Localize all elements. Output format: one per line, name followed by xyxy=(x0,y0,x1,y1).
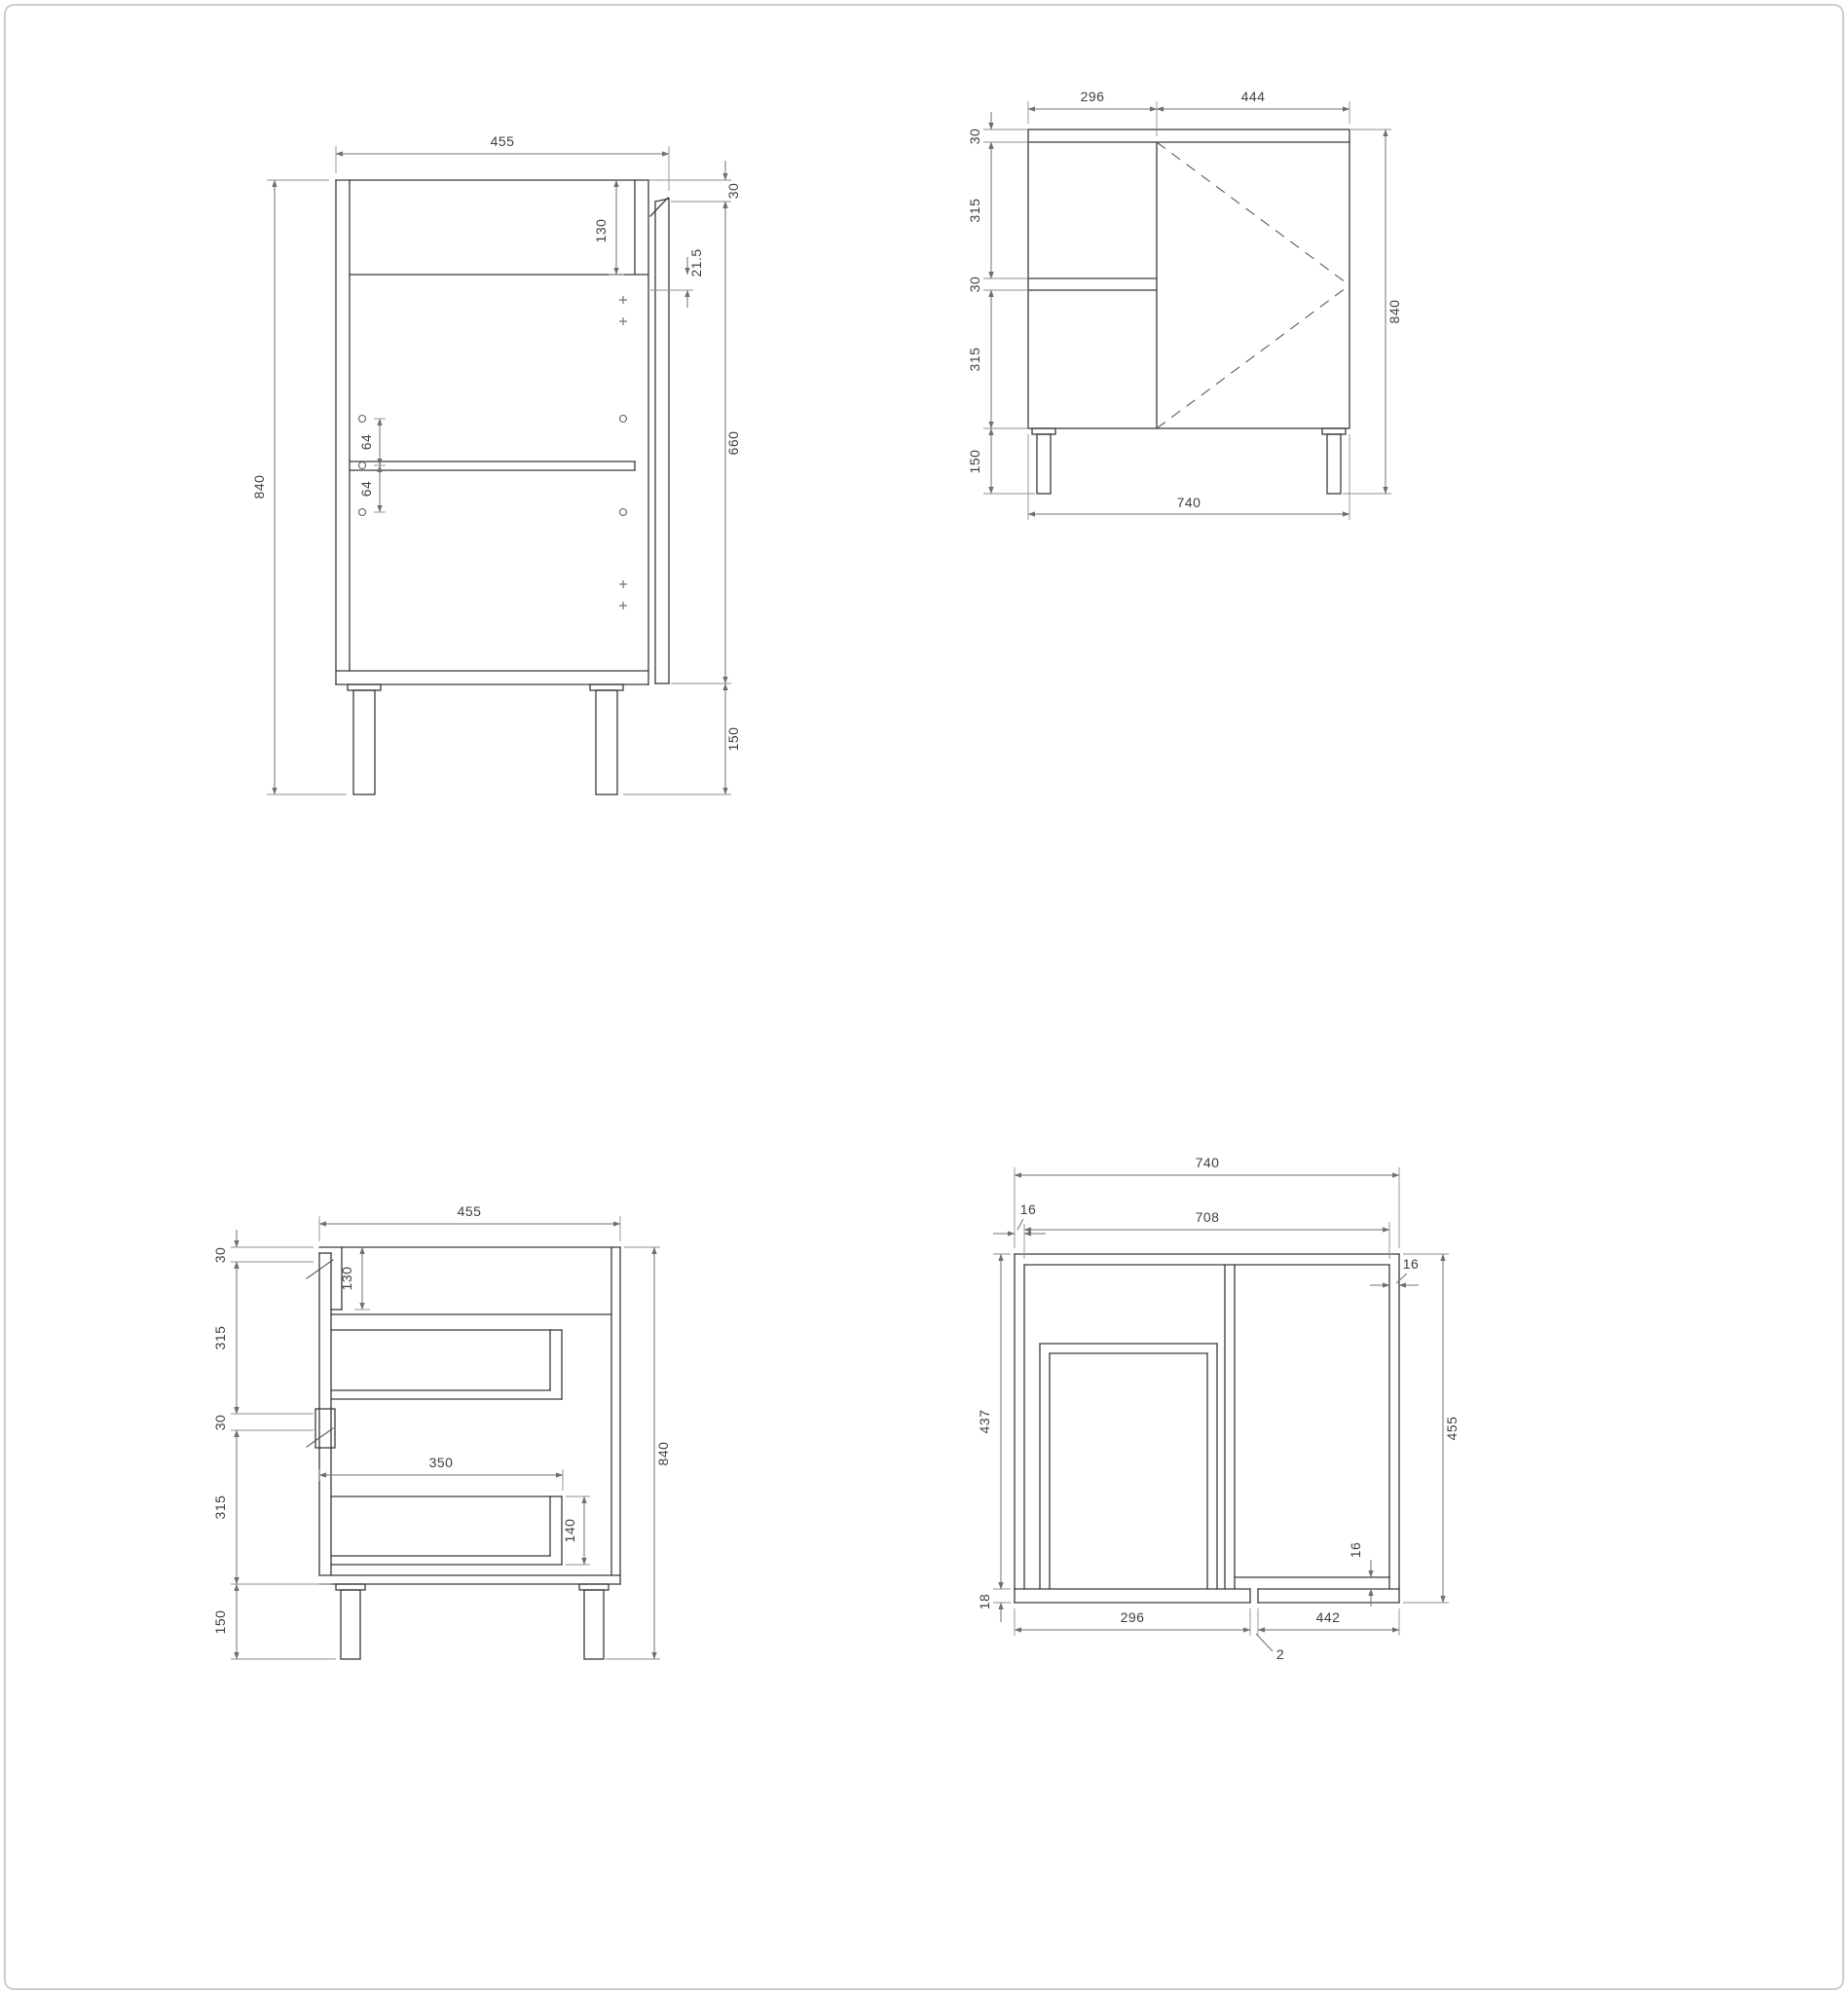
dim-label: 150 xyxy=(967,449,982,474)
dim-label: 296 xyxy=(1120,1609,1145,1625)
dim-label: 455 xyxy=(457,1203,482,1219)
dim-label: 437 xyxy=(977,1409,992,1434)
upper-drawer-box xyxy=(331,1330,562,1399)
shelf-pin-holes xyxy=(359,416,627,516)
dim-label: 840 xyxy=(251,474,267,499)
dim-label: 130 xyxy=(339,1266,354,1291)
dimensions-front-elevation xyxy=(967,89,1402,520)
dimensions-side-section-drawers xyxy=(212,1203,671,1659)
carcass-outline xyxy=(336,180,648,684)
front-elevation-view xyxy=(967,89,1402,520)
shelf xyxy=(350,462,635,470)
lower-drawer-box xyxy=(331,1496,562,1565)
dim-label: 30 xyxy=(212,1246,228,1264)
dim-label: 16 xyxy=(1019,1201,1037,1217)
dim-label: 18 xyxy=(977,1593,992,1610)
dim-label: 150 xyxy=(725,726,741,752)
side-section-drawers-view xyxy=(212,1203,671,1659)
dim-label: 315 xyxy=(967,347,982,372)
dim-label: 30 xyxy=(967,128,982,145)
dim-label: 140 xyxy=(562,1518,577,1543)
dim-label: 30 xyxy=(967,276,982,293)
dim-label: 455 xyxy=(490,133,515,149)
dim-label: 660 xyxy=(725,430,741,456)
dimensions-side-section xyxy=(251,133,741,794)
dim-label: 21.5 xyxy=(688,248,704,277)
dim-label: 740 xyxy=(1195,1155,1220,1170)
carcass-outline xyxy=(1028,129,1349,428)
drawer-fronts xyxy=(307,1253,335,1575)
dim-label: 150 xyxy=(212,1609,228,1635)
dim-label: 30 xyxy=(725,182,741,200)
dim-label: 30 xyxy=(212,1414,228,1431)
dim-label: 64 xyxy=(358,480,374,498)
side-section-view xyxy=(251,133,741,794)
hinge-hole-markers xyxy=(619,296,627,609)
dim-label: 64 xyxy=(358,433,374,451)
dim-label: 130 xyxy=(593,218,609,243)
drawer-box-plan xyxy=(1040,1344,1217,1589)
legs xyxy=(336,1584,609,1659)
dim-label: 315 xyxy=(212,1325,228,1350)
dim-label: 315 xyxy=(212,1495,228,1520)
dim-label: 740 xyxy=(1176,495,1201,510)
dim-label: 455 xyxy=(1444,1416,1460,1441)
front-strip xyxy=(1015,1589,1399,1603)
dim-label: 444 xyxy=(1240,89,1266,104)
dim-label: 16 xyxy=(1402,1256,1420,1272)
legs xyxy=(348,684,623,794)
dim-label: 16 xyxy=(1348,1541,1363,1559)
dim-label: 2 xyxy=(1275,1646,1285,1662)
door-swing-lines xyxy=(1157,142,1349,428)
dim-label: 840 xyxy=(655,1441,671,1466)
dim-label: 350 xyxy=(428,1455,454,1470)
dim-label: 442 xyxy=(1315,1609,1341,1625)
dim-label: 315 xyxy=(967,198,982,223)
dim-label: 840 xyxy=(1386,299,1402,324)
dim-label: 296 xyxy=(1080,89,1105,104)
legs xyxy=(1032,428,1346,494)
plan-view xyxy=(977,1155,1460,1662)
dim-label: 708 xyxy=(1195,1209,1220,1225)
door-panel xyxy=(650,198,669,683)
